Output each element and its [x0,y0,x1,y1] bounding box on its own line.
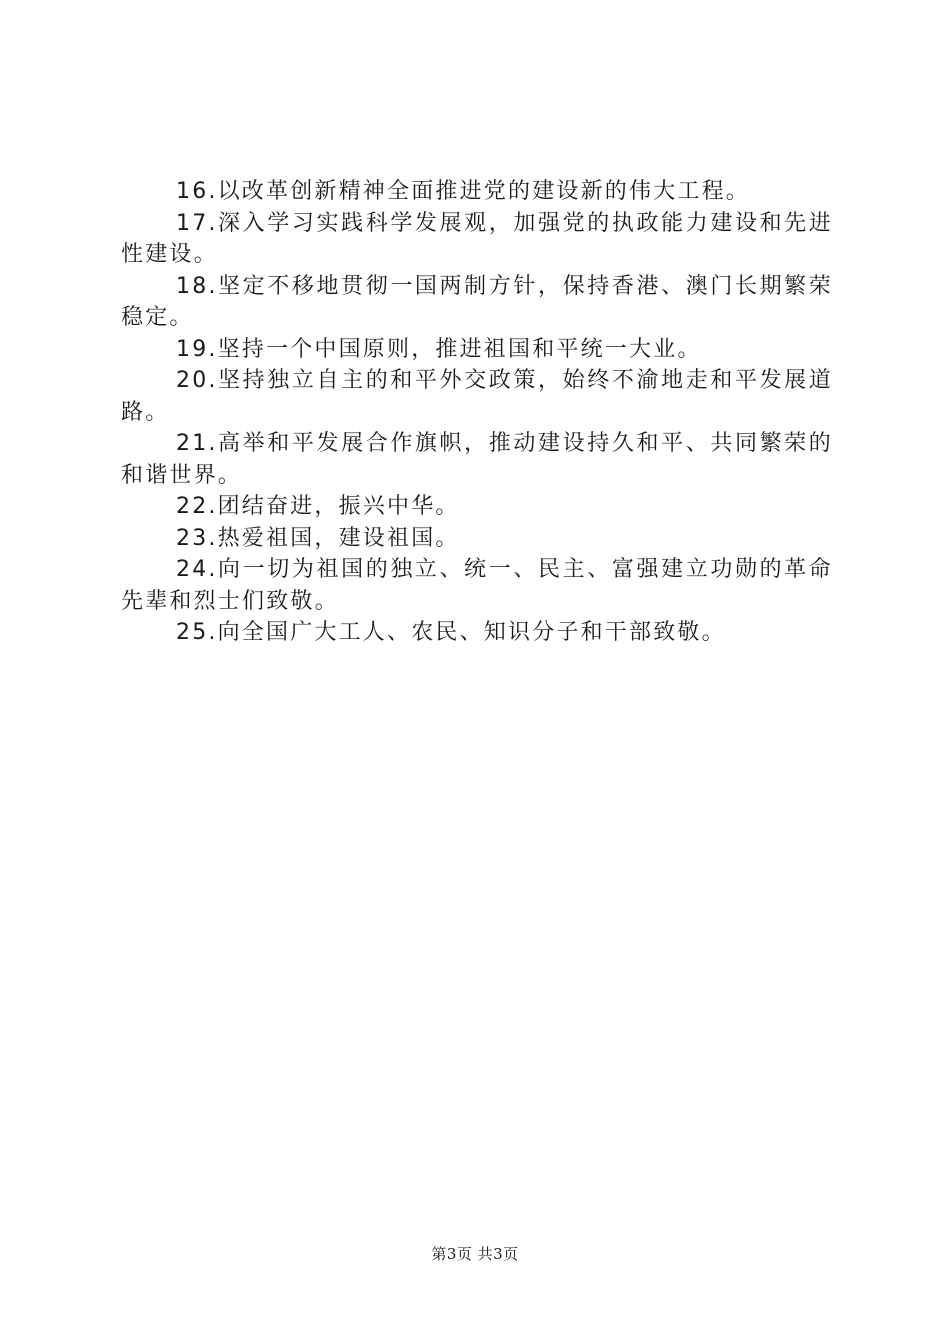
list-item: 22.团结奋进，振兴中华。 [176,494,460,519]
list-item: 23.热爱祖国，建设祖国。 [176,525,460,551]
page-number-label: 第3页 共3页 [431,1245,519,1263]
list-item: 17.深入学习实践科学发展观，加强党的执政能力建设和先进性建设。 [121,210,833,267]
list-item: 18.坚定不移地贯彻一国两制方针，保持香港、澳门长期繁荣稳定。 [121,273,833,330]
list-item: 24.向一切为祖国的独立、统一、民主、富强建立功勋的革命先辈和烈士们致敬。 [121,557,833,614]
list-item: 19.坚持一个中国原则，推进祖国和平统一大业。 [176,336,702,362]
list-item: 25.向全国广大工人、农民、知识分子和干部致敬。 [176,620,726,645]
list-item: 16.以改革创新精神全面推进党的建设新的伟大工程。 [176,179,750,204]
list-item: 20.坚持独立自主的和平外交政策，始终不渝地走和平发展道路。 [121,368,833,425]
page-footer [0,1244,950,1264]
list-item: 21.高举和平发展合作旗帜，推动建设持久和平、共同繁荣的和谐世界。 [121,431,833,488]
slogan-list [121,176,833,649]
